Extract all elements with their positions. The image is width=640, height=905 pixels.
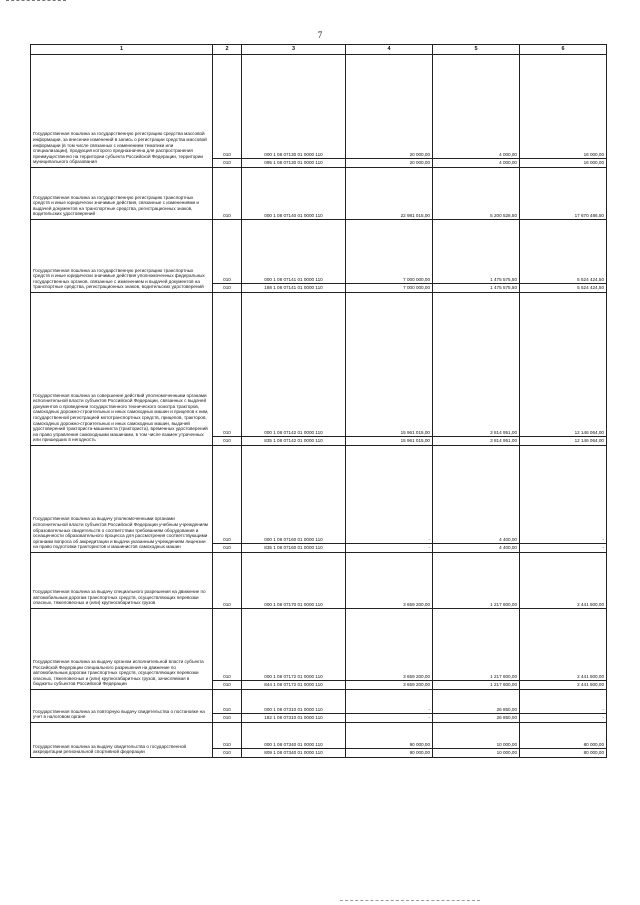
row-code: 010: [213, 544, 242, 553]
row-col6: 17 670 486,50: [520, 168, 607, 220]
table-row: [31, 690, 607, 714]
page-number: 7: [317, 30, 323, 40]
row-col4: -: [346, 690, 433, 714]
row-kbk: 000 1 08 07140 01 0000 110: [242, 168, 346, 220]
row-name: Государственная пошлина за государственную регистрацию транспортных средств и иные юридически значимые действия, связанные с изменениями и выдачей документов на транспортные средства, регистрационных знаков, водительских удостоверений: [31, 168, 213, 220]
row-kbk: 835 1 08 07142 01 0000 110: [242, 437, 346, 446]
row-col6: -: [520, 446, 607, 544]
row-col4: 20 000,00: [346, 159, 433, 168]
row-col4: 7 000 000,00: [346, 220, 433, 284]
row-code: 010: [213, 293, 242, 437]
row-col5: 5 200 528,50: [433, 168, 520, 220]
row-name: Государственная пошлина за государственную регистрацию средства массовой информации, за внесение изменений в запись о регистрации средства массовой информации (в том числе связанных с изменением тематики или специализации), продукция которого предназначена для распространения преимущественно на территории субъекта Российской Федерации, территории муниципального образования: [31, 55, 213, 168]
row-col4: -: [346, 714, 433, 723]
row-code: 010: [213, 437, 242, 446]
row-col4: -: [346, 544, 433, 553]
row-col6: 80 000,00: [520, 723, 607, 749]
row-col4: -: [346, 446, 433, 544]
table-row: [31, 609, 607, 681]
row-name: Государственная пошлина за выдачу специального разрешения на движение по автомобильным дорогам транспортных средств, осуществляющих перевозки опасных, тяжеловесных и (или) крупногабаритных грузов: [31, 553, 213, 609]
row-col5: 3 814 951,00: [433, 293, 520, 437]
row-col4: 3 659 200,00: [346, 681, 433, 690]
row-col4: 90 000,00: [346, 749, 433, 758]
row-col4: 7 000 000,00: [346, 284, 433, 293]
row-col5: 3 814 951,00: [433, 437, 520, 446]
row-col5: 4 000,00: [433, 55, 520, 159]
table-body: [31, 55, 607, 758]
row-name: Государственная пошлина за выдачу органом исполнительной власти субъекта Российской Федерации специального разрешения на движение по автомобильным дорогам транспортных средств, осуществляющих перевозки опасных, тяжеловесных и (или) крупногабаритных грузов, зачисляемая в бюджеты субъектов Российской Федерации: [31, 609, 213, 690]
table-row: [31, 723, 607, 749]
row-col6: 5 524 424,50: [520, 284, 607, 293]
row-col6: 16 000,00: [520, 159, 607, 168]
row-kbk: 000 1 08 07160 01 0000 110: [242, 446, 346, 544]
row-col5: 10 000,00: [433, 749, 520, 758]
table-row: [31, 553, 607, 609]
row-code: 010: [213, 681, 242, 690]
row-kbk: 835 1 08 07160 01 0000 110: [242, 544, 346, 553]
row-kbk: 809 1 08 07340 01 0000 110: [242, 749, 346, 758]
row-name: Государственная пошлина за совершение действий уполномоченными органами исполнительной власти субъектов Российской Федерации, связанных с выдачей документов о проведении государственного технического осмотра тракторов, самоходных дорожно-строительных и иных самоходных машин и прицепов к ним, государственной регистрацией мототранспортных средств, прицепов, тракторов, самоходных дорожно-строительных и иных самоходных машин, выдачей удостоверений тракториста-машиниста (тракториста), временных удостоверений на право управления самоходными машинами, в том числе взамен утраченных или пришедших в негодность: [31, 293, 213, 446]
row-col5: 1 217 600,00: [433, 681, 520, 690]
table-header-row: [31, 45, 607, 55]
row-col5: 1 217 600,00: [433, 553, 520, 609]
row-col6: -: [520, 714, 607, 723]
row-col4: 3 659 200,00: [346, 609, 433, 681]
row-kbk: 188 1 08 07141 01 0000 110: [242, 284, 346, 293]
row-name: Государственная пошлина за государственную регистрацию транспортных средств и иные юридически значимые действия уполномоченных федеральных государственных органов, связанные с изменением и выдачей документов на транспортные средства, регистрационных знаков, водительских удостоверений: [31, 220, 213, 293]
row-col5: 4 400,00: [433, 544, 520, 553]
column-header: 4: [346, 45, 433, 55]
row-code: 010: [213, 749, 242, 758]
row-col5: 1 475 575,50: [433, 220, 520, 284]
column-header: 3: [242, 45, 346, 55]
row-code: 010: [213, 284, 242, 293]
column-header: 5: [433, 45, 520, 55]
row-col6: -: [520, 690, 607, 714]
row-col5: 10 000,00: [433, 723, 520, 749]
table-row: [31, 446, 607, 544]
row-col5: 1 475 575,50: [433, 284, 520, 293]
row-col6: 80 000,00: [520, 749, 607, 758]
row-col5: 4 400,00: [433, 446, 520, 544]
row-kbk: 844 1 08 07172 01 0000 110: [242, 681, 346, 690]
row-col6: 2 441 600,00: [520, 609, 607, 681]
row-col6: 2 441 600,00: [520, 681, 607, 690]
row-col4: 3 659 200,00: [346, 553, 433, 609]
row-col6: 5 524 424,50: [520, 220, 607, 284]
row-code: 010: [213, 168, 242, 220]
row-kbk: 000 1 08 07310 01 0000 110: [242, 690, 346, 714]
row-col4: 22 981 015,00: [346, 168, 433, 220]
row-col6: 12 146 064,00: [520, 293, 607, 437]
row-col6: 2 441 600,00: [520, 553, 607, 609]
row-code: 010: [213, 690, 242, 714]
row-kbk: 182 1 08 07310 01 0000 110: [242, 714, 346, 723]
row-col6: 16 000,00: [520, 55, 607, 159]
row-col4: 15 961 015,00: [346, 437, 433, 446]
row-col4: 90 000,00: [346, 723, 433, 749]
column-header: 1: [31, 45, 213, 55]
row-code: 010: [213, 159, 242, 168]
scan-artifact: [340, 900, 480, 902]
row-col5: 4 000,00: [433, 159, 520, 168]
row-kbk: 095 1 08 07130 01 0000 110: [242, 159, 346, 168]
scan-artifact: [6, 0, 66, 2]
row-col5: 26 850,00: [433, 690, 520, 714]
row-code: 010: [213, 714, 242, 723]
table-row: [31, 55, 607, 159]
row-kbk: 000 1 08 07142 01 0000 110: [242, 293, 346, 437]
row-code: 010: [213, 553, 242, 609]
row-code: 010: [213, 446, 242, 544]
row-col6: 12 146 064,00: [520, 437, 607, 446]
row-code: 010: [213, 723, 242, 749]
row-name: Государственная пошлина за повторную выдачу свидетельства о постановке на учет в налоговом органе: [31, 690, 213, 723]
table-row: [31, 293, 607, 437]
row-kbk: 000 1 08 07172 01 0000 110: [242, 609, 346, 681]
row-code: 010: [213, 220, 242, 284]
table-row: [31, 168, 607, 220]
row-name: Государственная пошлина за выдачу свидетельства о государственной аккредитации региональной спортивной федерации: [31, 723, 213, 758]
row-name: Государственная пошлина за выдачу уполномоченными органами исполнительной власти субъектов Российской Федерации учебным учреждениям образовательных свидетельств о соответствии требованиям оборудования и оснащенности образовательного процесса для рассмотрения соответствующими органами вопроса об аккредитации и выдачи указанным учреждениям лицензии на право подготовки трактористов и машинистов самоходных машин: [31, 446, 213, 553]
row-col6: -: [520, 544, 607, 553]
row-kbk: 000 1 08 07130 01 0000 110: [242, 55, 346, 159]
row-kbk: 000 1 08 07170 01 0000 110: [242, 553, 346, 609]
row-col4: 20 000,00: [346, 55, 433, 159]
row-code: 010: [213, 609, 242, 681]
column-header: 6: [520, 45, 607, 55]
revenue-table: [30, 44, 607, 758]
row-col5: 1 217 600,00: [433, 609, 520, 681]
column-header: 2: [213, 45, 242, 55]
row-kbk: 000 1 08 07141 01 0000 110: [242, 220, 346, 284]
row-col5: 26 850,00: [433, 714, 520, 723]
row-code: 010: [213, 55, 242, 159]
row-kbk: 000 1 08 07340 01 0000 110: [242, 723, 346, 749]
table-row: [31, 220, 607, 284]
row-col4: 15 961 015,00: [346, 293, 433, 437]
